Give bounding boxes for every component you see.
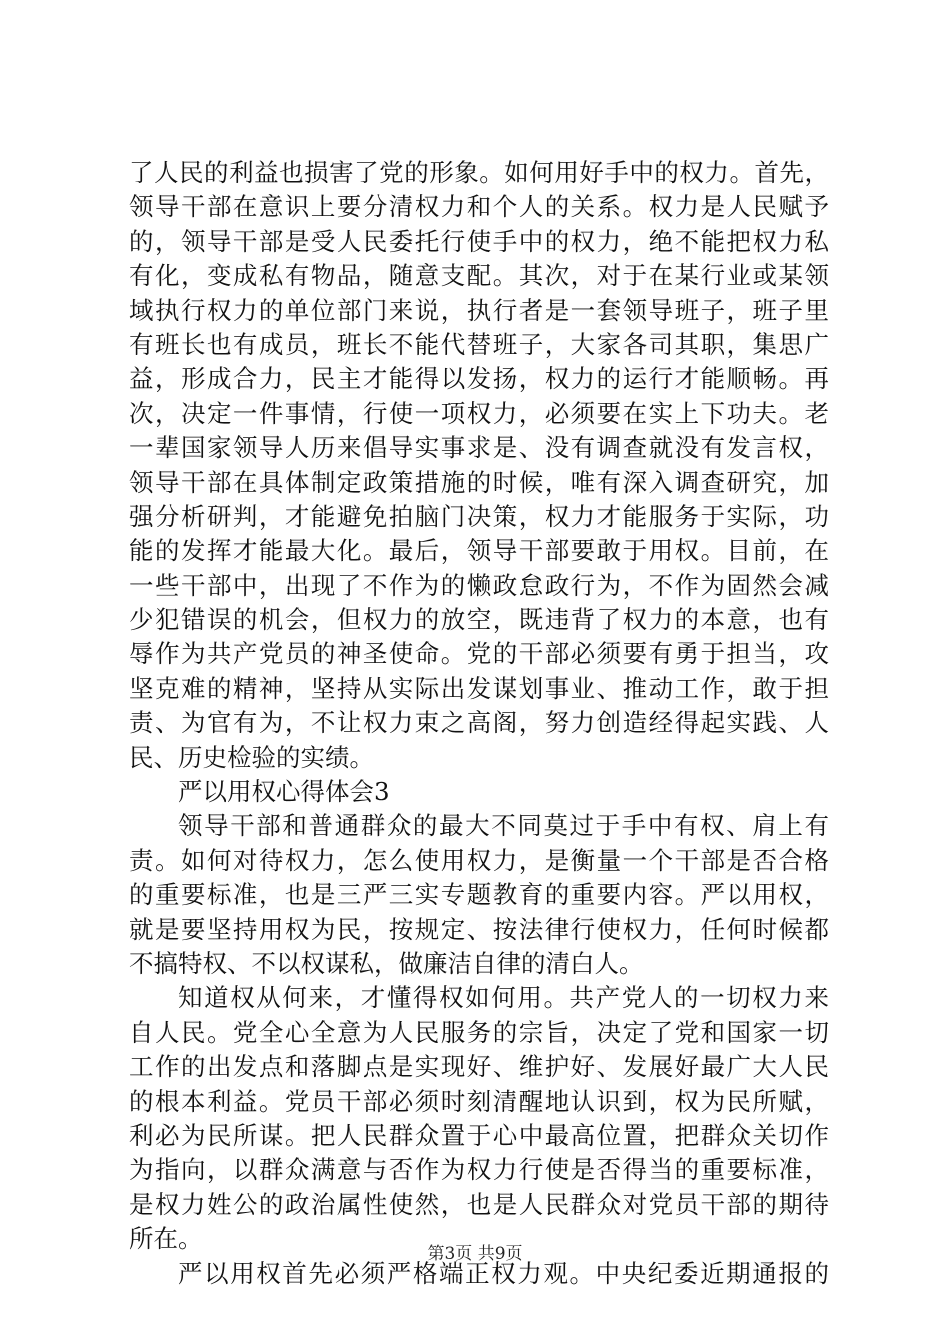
paragraph-line: 责。如何对待权力，怎么使用权力，是衡量一个干部是否合格 (129, 845, 829, 875)
paragraph-line: 的，领导干部是受人民委托行使手中的权力，绝不能把权力私 (129, 226, 829, 256)
paragraph-line: 域执行权力的单位部门来说，执行者是一套领导班子，班子里 (129, 295, 829, 325)
paragraph-line: 一辈国家领导人历来倡导实事求是、没有调查就没有发言权， (129, 433, 829, 463)
paragraph-line: 领导干部在具体制定政策措施的时候，唯有深入调查研究，加 (129, 467, 829, 497)
paragraph-line: 严以用权首先必须严格端正权力观。中央纪委近期通报的 (178, 1258, 829, 1288)
paragraph-line: 少犯错误的机会，但权力的放空，既违背了权力的本意，也有 (129, 605, 829, 635)
paragraph-line: 益，形成合力，民主才能得以发扬，权力的运行才能顺畅。再 (129, 364, 829, 394)
paragraph-line: 次，决定一件事情，行使一项权力，必须要在实上下功夫。老 (129, 398, 829, 428)
paragraph-line: 有班长也有成员，班长不能代替班子，大家各司其职，集思广 (129, 329, 829, 359)
paragraph-line: 领导干部和普通群众的最大不同莫过于手中有权、肩上有 (178, 811, 829, 841)
document-body (129, 156, 829, 1291)
paragraph-line: 工作的出发点和落脚点是实现好、维护好、发展好最广大人民 (129, 1052, 829, 1082)
paragraph-source-of-power (129, 981, 829, 1256)
paragraph-line: 民、历史检验的实绩。 (129, 742, 374, 772)
paragraph-line: 一些干部中，出现了不作为的懒政怠政行为，不作为固然会减 (129, 570, 829, 600)
paragraph-line: 强分析研判，才能避免拍脑门决策，权力才能服务于实际，功 (129, 501, 829, 531)
paragraph-line: 为指向，以群众满意与否作为权力行使是否得当的重要标准， (129, 1155, 829, 1185)
paragraph-line: 辱作为共产党员的神圣使命。党的干部必须要有勇于担当，攻 (129, 639, 829, 669)
paragraph-line: 责、为官有为，不让权力束之高阁，努力创造经得起实践、人 (129, 708, 829, 738)
paragraph-line: 知道权从何来，才懂得权如何用。共产党人的一切权力来 (178, 983, 829, 1013)
paragraph-line: 的根本利益。党员干部必须时刻清醒地认识到，权为民所赋， (129, 1086, 829, 1116)
paragraph-line: 自人民。党全心全意为人民服务的宗旨，决定了党和国家一切 (129, 1017, 829, 1047)
paragraph-leaders-and-masses (129, 809, 829, 981)
paragraph-line: 领导干部在意识上要分清权力和个人的关系。权力是人民赋予 (129, 192, 829, 222)
paragraph-line: 不搞特权、不以权谋私，做廉洁自律的清白人。 (129, 948, 644, 978)
paragraph-line: 利必为民所谋。把人民群众置于心中最高位置，把群众关切作 (129, 1120, 829, 1150)
paragraph-line: 能的发挥才能最大化。最后，领导干部要敢于用权。目前，在 (129, 536, 829, 566)
paragraph-line: 所在。 (129, 1224, 203, 1254)
section-heading: 严以用权心得体会3 (178, 777, 390, 807)
page-footer: 第3页 共9页 (427, 1244, 523, 1264)
paragraph-line: 是权力姓公的政治属性使然，也是人民群众对党员干部的期待 (129, 1189, 829, 1219)
paragraph-line: 坚克难的精神，坚持从实际出发谋划事业、推动工作，敢于担 (129, 673, 829, 703)
paragraph-line: 的重要标准，也是三严三实专题教育的重要内容。严以用权， (129, 880, 829, 910)
paragraph-line: 有化，变成私有物品，随意支配。其次，对于在某行业或某领 (129, 261, 829, 291)
paragraph-line: 就是要坚持用权为民，按规定、按法律行使权力，任何时候都 (129, 914, 829, 944)
paragraph-line: 了人民的利益也损害了党的形象。如何用好手中的权力。首先， (129, 158, 829, 187)
paragraph-power-use (129, 156, 829, 775)
